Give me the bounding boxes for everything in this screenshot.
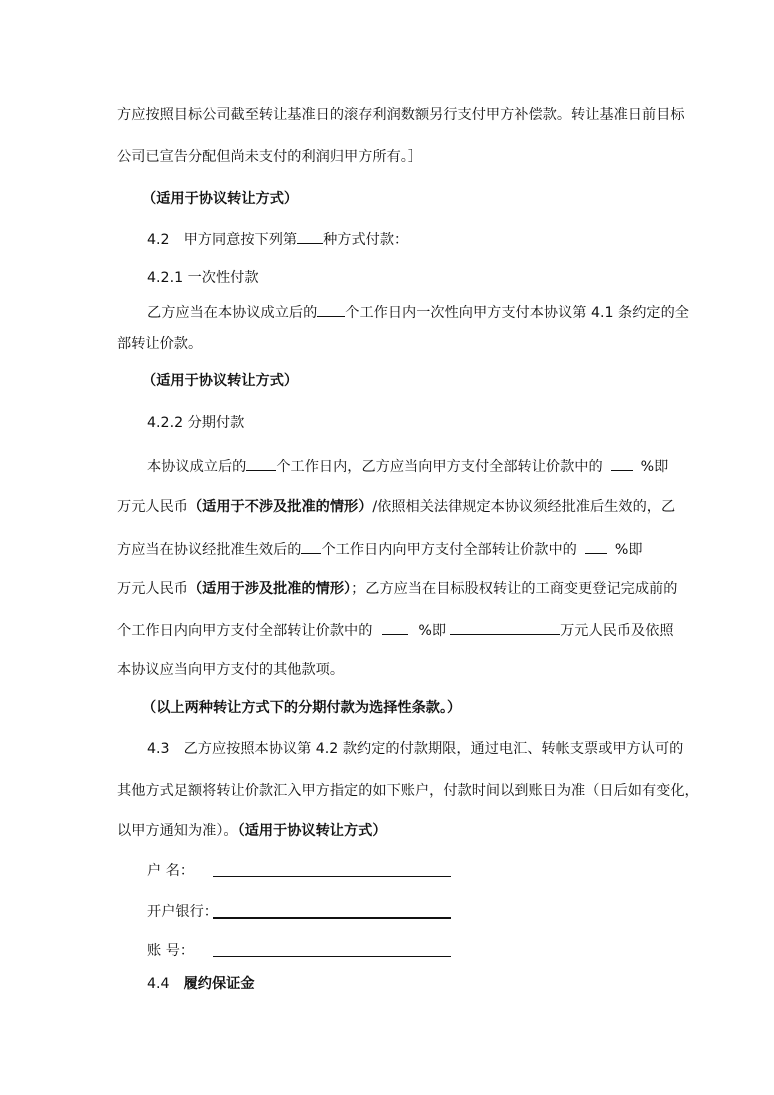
clause-heading: 4.2.1 一次性付款 — [147, 270, 259, 286]
paragraph-line: 万元人民币（适用于不涉及批准的情形）/依照相关法律规定本协议须经批准后生效的，乙 — [117, 499, 676, 515]
account-number-label: 账 号： — [147, 943, 195, 959]
account-name-field[interactable] — [213, 876, 451, 877]
clause-number: 4.2 — [147, 232, 170, 248]
blank-line — [246, 456, 276, 471]
clause-4-4 — [147, 974, 255, 994]
applicability-note: （适用于协议转让方式） — [142, 191, 299, 207]
paragraph-line: 乙方应当在本协议成立后的 个工作日内一次性向甲方支付本协议第 4.1 条约定的全 — [147, 302, 689, 323]
bank-name-label: 开户银行： — [147, 904, 218, 920]
blank-line — [382, 620, 408, 635]
clause-number: 4.3 — [147, 741, 170, 757]
paragraph-line: 万元人民币（适用于涉及批准的情形）；乙方应当在目标股权转让的工商变更登记完成前的 — [117, 581, 678, 597]
paragraph-line: 以甲方通知为准）。（适用于协议转让方式） — [117, 823, 387, 839]
paragraph-line: 本协议成立后的 个工作日内，乙方应当向甲方支付全部转让价款中的 %即 — [147, 456, 668, 477]
paragraph-line: 本协议应当向甲方支付的其他款项。 — [117, 662, 345, 678]
applicability-note: （以上两种转让方式下的分期付款为选择性条款。） — [142, 700, 462, 716]
clause-title: 履约保证金 — [183, 976, 255, 992]
paragraph-line: 部转让价款。 — [117, 336, 203, 352]
applicability-note: （适用于协议转让方式） — [142, 373, 299, 389]
blank-line — [317, 302, 345, 317]
paragraph-line: 个工作日内向甲方支付全部转让价款中的 %即 万元人民币及依照 — [117, 620, 674, 641]
blank-line — [301, 539, 321, 554]
clause-heading: 4.2.2 分期付款 — [147, 415, 245, 431]
blank-line — [585, 539, 607, 554]
clause-number: 4.4 — [147, 976, 170, 992]
blank-line — [450, 620, 560, 635]
clause-text: 种方式付款： — [323, 232, 409, 248]
clause-4-2 — [147, 229, 408, 250]
paragraph-line: 方应按照目标公司截至转让基准日的滚存利润数额另行支付甲方补偿款。转让基准日前目标 — [117, 107, 685, 123]
clause-text: 甲方同意按下列第 — [183, 232, 298, 248]
paragraph-line: 方应当在协议经批准生效后的 个工作日内向甲方支付全部转让价款中的 %即 — [117, 539, 643, 560]
paragraph-line: 公司已宣告分配但尚未支付的利润归甲方所有。］ — [117, 149, 423, 165]
clause-4-3: 4.3 乙方应按照本协议第 4.2 款约定的付款期限，通过电汇、转帐支票或甲方认可的 — [147, 741, 684, 757]
account-number-field[interactable] — [213, 956, 451, 957]
blank-line — [297, 229, 323, 244]
bank-name-field[interactable] — [213, 917, 451, 919]
paragraph-line: 其他方式足额将转让价款汇入甲方指定的如下账户，付款时间以到账日为准（日后如有变化， — [117, 783, 699, 799]
account-name-label: 户 名： — [147, 863, 195, 879]
blank-line — [611, 456, 633, 471]
